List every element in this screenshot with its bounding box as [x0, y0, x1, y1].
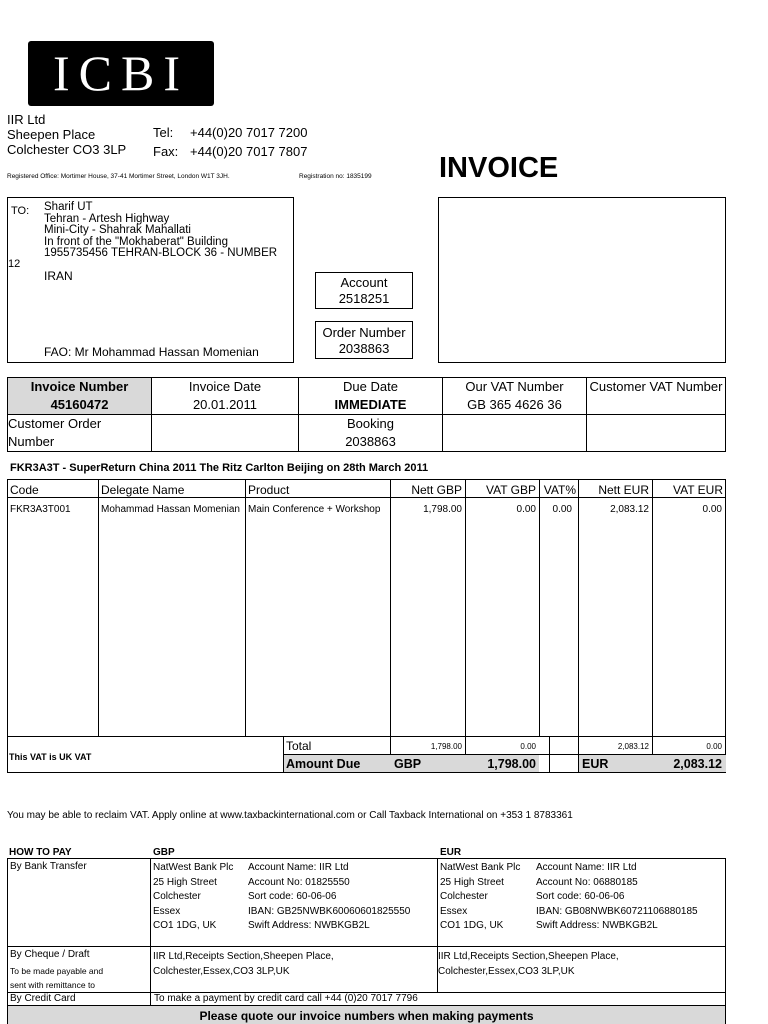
- cheque-note-line: To be made payable and: [10, 966, 104, 976]
- gbp-bank-line: NatWest Bank Plc: [153, 862, 234, 873]
- our-vat-cell: [443, 378, 587, 415]
- amount-due-gbp-label: GBP: [394, 757, 422, 771]
- vat-note: This VAT is UK VAT: [9, 752, 92, 762]
- invoice-info-table: [7, 377, 726, 452]
- eur-bank-line: CO1 1DG, UK: [440, 920, 504, 932]
- row-delegate: Mohammad Hassan Momenian: [101, 504, 240, 515]
- company-address-line2: Colchester CO3 3LP: [7, 142, 127, 157]
- quote-invoice-note: Please quote our invoice numbers when making payments: [199, 1009, 534, 1023]
- amount-due-gbp: 1,798.00: [487, 757, 536, 771]
- to-address-lines: [44, 202, 294, 260]
- header-nett-eur: Nett EUR: [598, 483, 649, 497]
- registration-number: Registration no: 1835199: [299, 173, 372, 180]
- to-line: Sharif UT: [44, 201, 93, 213]
- order-number-label: Order Number: [322, 325, 406, 340]
- cheque-address-line: IIR Ltd,Receipts Section,Sheepen Place,: [153, 951, 334, 962]
- to-line: 1955735456 TEHRAN-BLOCK 36 - NUMBER: [44, 247, 278, 260]
- tel-label: Tel:: [153, 125, 174, 140]
- gbp-bank-line: Essex: [153, 905, 181, 917]
- total-nett-gbp: 1,798.00: [430, 742, 462, 751]
- eur-detail-line: Swift Address: NWBKGB2L: [536, 920, 658, 932]
- eur-detail-line: IBAN: GB08NWBK60721106880185: [536, 905, 698, 917]
- header-delegate: Delegate Name: [101, 483, 185, 497]
- header-product: Product: [248, 483, 290, 497]
- company-contact: [153, 123, 307, 161]
- row-vat-gbp: 0.00: [516, 504, 536, 515]
- eur-bank: [440, 861, 520, 934]
- header-vat-eur: VAT EUR: [672, 483, 723, 497]
- eur-detail-line: Account Name: IIR Ltd: [536, 862, 637, 873]
- cheque-address-line: IIR Ltd,Receipts Section,Sheepen Place,: [438, 951, 619, 962]
- vat-reclaim-note: You may be able to reclaim VAT. Apply online at www.taxbackinternational.com or Call Taxback International on +353 1 8783361: [7, 810, 573, 821]
- customer-vat-label: Customer VAT Number: [589, 379, 723, 394]
- total-vat-gbp: 0.00: [520, 742, 536, 751]
- to-label: TO:: [11, 205, 30, 217]
- amount-due-eur: 2,083.12: [673, 757, 722, 771]
- order-number-box: [315, 321, 413, 359]
- company-address-line1: Sheepen Place: [7, 127, 96, 142]
- amount-due-eur-label: EUR: [582, 757, 609, 771]
- fax-label: Fax:: [153, 144, 179, 159]
- cheque-address-line: Colchester,Essex,CO3 3LP,UK: [438, 966, 575, 977]
- to-line: Tehran - Artesh Highway: [44, 212, 170, 225]
- booking-value: 2038863: [345, 434, 396, 449]
- fao-name: FAO: Mr Mohammad Hassan Momenian: [44, 345, 259, 359]
- account-box: [315, 272, 413, 309]
- eur-detail-line: Sort code: 60-06-06: [536, 891, 625, 903]
- gbp-bank-line: 25 High Street: [153, 876, 217, 888]
- row-vat-percent: 0.00: [552, 504, 572, 515]
- gbp-detail-line: Account No: 01825550: [248, 876, 350, 888]
- empty-cell: [152, 415, 299, 452]
- due-date-cell: [299, 378, 443, 415]
- row-product: Main Conference + Workshop: [248, 504, 381, 515]
- row-vat-eur: 0.00: [702, 504, 722, 515]
- eur-bank-line: 25 High Street: [440, 876, 504, 888]
- blank-box: [438, 197, 726, 363]
- our-vat-value: GB 365 4626 36: [467, 397, 562, 412]
- order-number-value: 2038863: [338, 341, 390, 356]
- pay-gbp-label: GBP: [153, 847, 175, 858]
- gbp-bank-line: Colchester: [153, 891, 201, 903]
- amount-due-label: Amount Due: [286, 757, 361, 771]
- our-vat-label: Our VAT Number: [465, 379, 564, 394]
- to-line: Mini-City - Shahrak Mahallati: [44, 224, 191, 237]
- account-label: Account: [340, 275, 388, 290]
- company-name: IIR Ltd: [7, 112, 46, 127]
- row-nett-gbp: 1,798.00: [423, 504, 462, 515]
- to-address-box: [7, 197, 294, 363]
- bank-transfer-label: By Bank Transfer: [10, 861, 87, 872]
- gbp-detail-line: Sort code: 60-06-06: [248, 891, 337, 903]
- cheque-address-gbp: [153, 949, 334, 979]
- fax-number: +44(0)20 7017 7807: [190, 144, 308, 159]
- eur-bank-line: NatWest Bank Plc: [440, 862, 521, 873]
- invoice-date-value: 20.01.2011: [192, 397, 258, 412]
- eur-bank-line: Essex: [440, 905, 468, 917]
- cheque-notes: [10, 964, 103, 992]
- gbp-account-details: [248, 861, 410, 934]
- invoice-number-cell: [8, 378, 152, 415]
- items-table: [7, 479, 726, 773]
- invoice-date-label: Invoice Date: [188, 379, 262, 394]
- gbp-detail-line: IBAN: GB25NWBK60060601825550: [248, 905, 411, 917]
- total-vat-eur: 0.00: [706, 742, 722, 751]
- credit-card-text: To make a payment by credit card call +44 (0)20 7017 7796: [154, 993, 418, 1004]
- cheque-address-line: Colchester,Essex,CO3 3LP,UK: [153, 966, 290, 977]
- header-vat-gbp: VAT GBP: [485, 483, 536, 497]
- event-title: FKR3A3T - SuperReturn China 2011 The Ritz Carlton Beijing on 28th March 2011: [10, 462, 429, 474]
- booking-cell: [299, 415, 443, 452]
- due-date-label: Due Date: [343, 379, 398, 394]
- customer-order-cell: [8, 415, 152, 452]
- row-code: FKR3A3T001: [10, 504, 71, 515]
- cheque-address-eur: [438, 949, 619, 979]
- gbp-bank-line: CO1 1DG, UK: [153, 920, 217, 932]
- invoice-number-value: 45160472: [50, 397, 109, 412]
- customer-vat-cell: [587, 378, 726, 415]
- account-value: 2518251: [338, 291, 390, 306]
- gbp-bank: [153, 861, 233, 934]
- credit-card-label: By Credit Card: [10, 993, 76, 1004]
- empty-cell: [443, 415, 587, 452]
- cheque-note-line: sent with remittance to: [10, 980, 96, 990]
- eur-account-details: [536, 861, 698, 934]
- invoice-title: INVOICE: [439, 152, 559, 184]
- gbp-detail-line: Swift Address: NWBKGB2L: [248, 920, 370, 932]
- company-logo: ICBI: [28, 41, 214, 106]
- gbp-detail-line: Account Name: IIR Ltd: [248, 862, 349, 873]
- total-label: Total: [286, 739, 312, 753]
- invoice-number-label: Invoice Number: [30, 379, 129, 394]
- how-to-pay-label: HOW TO PAY: [9, 847, 72, 858]
- eur-bank-line: Colchester: [440, 891, 488, 903]
- pay-eur-label: EUR: [440, 847, 462, 858]
- booking-label: Booking: [347, 416, 394, 431]
- registered-office: Registered Office: Mortimer House, 37-41 Mortimer Street, London W1T 3JH.: [7, 173, 230, 180]
- due-date-value: IMMEDIATE: [334, 397, 407, 412]
- to-overflow: 12: [8, 258, 21, 270]
- total-nett-eur: 2,083.12: [617, 742, 649, 751]
- eur-detail-line: Account No: 06880185: [536, 876, 638, 888]
- customer-order-label: Customer Order Number: [8, 416, 102, 449]
- company-address: [7, 112, 126, 157]
- to-line: In front of the "Mokhaberat" Building: [44, 235, 228, 248]
- header-vat-percent: VAT%: [543, 483, 576, 497]
- to-country: IRAN: [44, 269, 73, 283]
- empty-cell: [587, 415, 726, 452]
- tel-number: +44(0)20 7017 7200: [190, 125, 308, 140]
- header-code: Code: [10, 483, 39, 497]
- header-nett-gbp: Nett GBP: [411, 483, 462, 497]
- row-nett-eur: 2,083.12: [610, 504, 649, 515]
- cheque-label: By Cheque / Draft: [10, 949, 90, 960]
- invoice-date-cell: [152, 378, 299, 415]
